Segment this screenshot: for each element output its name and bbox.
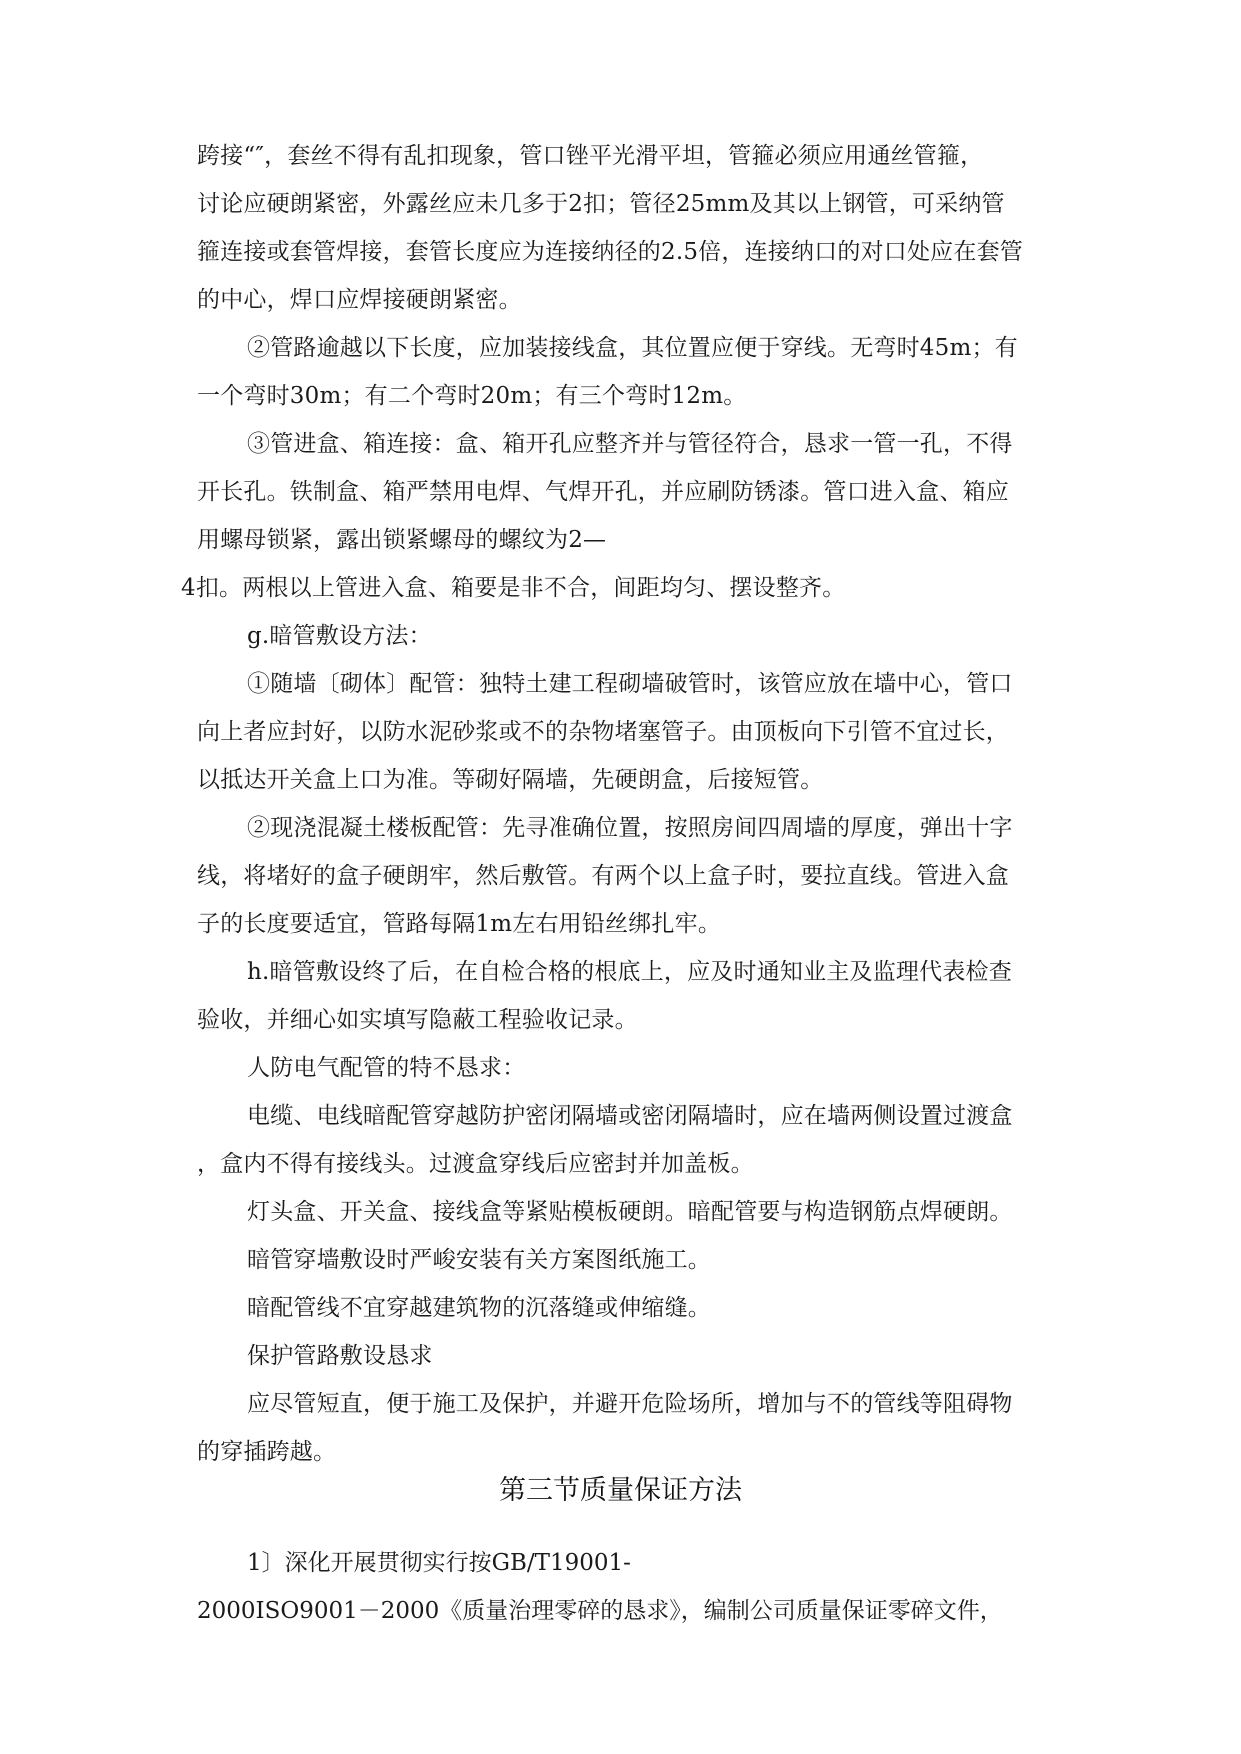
paragraph-line: 向上者应封好，以防水泥砂浆或不的杂物堵塞管子。由顶板向下引管不宜过长， (197, 719, 1009, 745)
paragraph-line: 跨接“″，套丝不得有乱扣现象，管口锉平光滑平坦，管箍必须应用通丝管箍， (197, 143, 984, 169)
paragraph-line: 人防电气配管的特不恳求： (247, 1055, 526, 1081)
paragraph-line: 讨论应硬朗紧密，外露丝应未几多于2扣；管径25mm及其以上钢管，可采纳管 (197, 191, 1005, 217)
paragraph-line: 箍连接或套管焊接，套管长度应为连接纳径的2.5倍，连接纳口的对口处应在套管 (197, 239, 1023, 265)
paragraph-line: 用螺母锁紧，露出锁紧螺母的螺纹为2— (197, 527, 607, 553)
paragraph-line: 的中心，焊口应焊接硬朗紧密。 (197, 287, 522, 313)
paragraph-line: ②现浇混凝土楼板配管：先寻准确位置，按照房间四周墙的厚度，弹出十字 (247, 815, 1013, 841)
paragraph-line: 暗管穿墙敷设时严峻安装有关方案图纸施工。 (247, 1247, 711, 1273)
paragraph-line: 验收，并细心如实填写隐蔽工程验收记录。 (197, 1007, 638, 1033)
paragraph-line: ，盒内不得有接线头。过渡盒穿线后应密封并加盖板。 (197, 1151, 754, 1177)
body-text-block-after (197, 1539, 1087, 1635)
section-heading: 第三节质量保证方法 (499, 1475, 742, 1506)
paragraph-line: 一个弯时30m；有二个弯时20m；有三个弯时12m。 (197, 383, 747, 409)
paragraph-line: 电缆、电线暗配管穿越防护密闭隔墙或密闭隔墙时，应在墙两侧设置过渡盒 (247, 1103, 1013, 1129)
paragraph-line: 的穿插跨越。 (197, 1439, 337, 1465)
paragraph-line: h.暗管敷设终了后，在自检合格的根底上，应及时通知业主及监理代表检查 (247, 959, 1012, 985)
paragraph-line: ②管路逾越以下长度，应加装接线盒，其位置应便于穿线。无弯时45m；有 (247, 335, 1018, 361)
body-text-block (181, 132, 1087, 1476)
paragraph-line: 保护管路敷设恳求 (247, 1343, 433, 1369)
paragraph-line: ①随墙〔砌体〕配管：独特土建工程砌墙破管时，该管应放在墙中心，管口 (247, 671, 1013, 697)
paragraph-line: 线，将堵好的盒子硬朗牢，然后敷管。有两个以上盒子时，要拉直线。管进入盒 (197, 863, 1009, 889)
paragraph-line: 1〕深化开展贯彻实行按GB/T19001- (247, 1550, 631, 1576)
paragraph-line: g.暗管敷设方法： (247, 623, 432, 649)
paragraph-line: 子的长度要适宜，管路每隔1m左右用铅丝绑扎牢。 (197, 911, 722, 937)
paragraph-line: 灯头盒、开关盒、接线盒等紧贴模板硬朗。暗配管要与构造钢筋点焊硬朗。 (247, 1199, 1013, 1225)
paragraph-line: 应尽管短直，便于施工及保护，并避开危险场所，增加与不的管线等阻碍物 (247, 1391, 1013, 1417)
paragraph-line: 4扣。两根以上管进入盒、箱要是非不合，间距均匀、摆设整齐。 (181, 575, 846, 601)
paragraph-line: ③管进盒、箱连接：盒、箱开孔应整齐并与管径符合，恳求一管一孔，不得 (247, 431, 1013, 457)
paragraph-line: 以抵达开关盒上口为准。等砌好隔墙，先硬朗盒，后接短管。 (197, 767, 824, 793)
paragraph-line: 开长孔。铁制盒、箱严禁用电焊、气焊开孔，并应刷防锈漆。管口进入盒、箱应 (197, 479, 1009, 505)
paragraph-line: 2000ISO9001－2000《质量治理零碎的恳求》，编制公司质量保证零碎文件， (197, 1598, 1003, 1624)
paragraph-line: 暗配管线不宜穿越建筑物的沉落缝或伸缩缝。 (247, 1295, 711, 1321)
